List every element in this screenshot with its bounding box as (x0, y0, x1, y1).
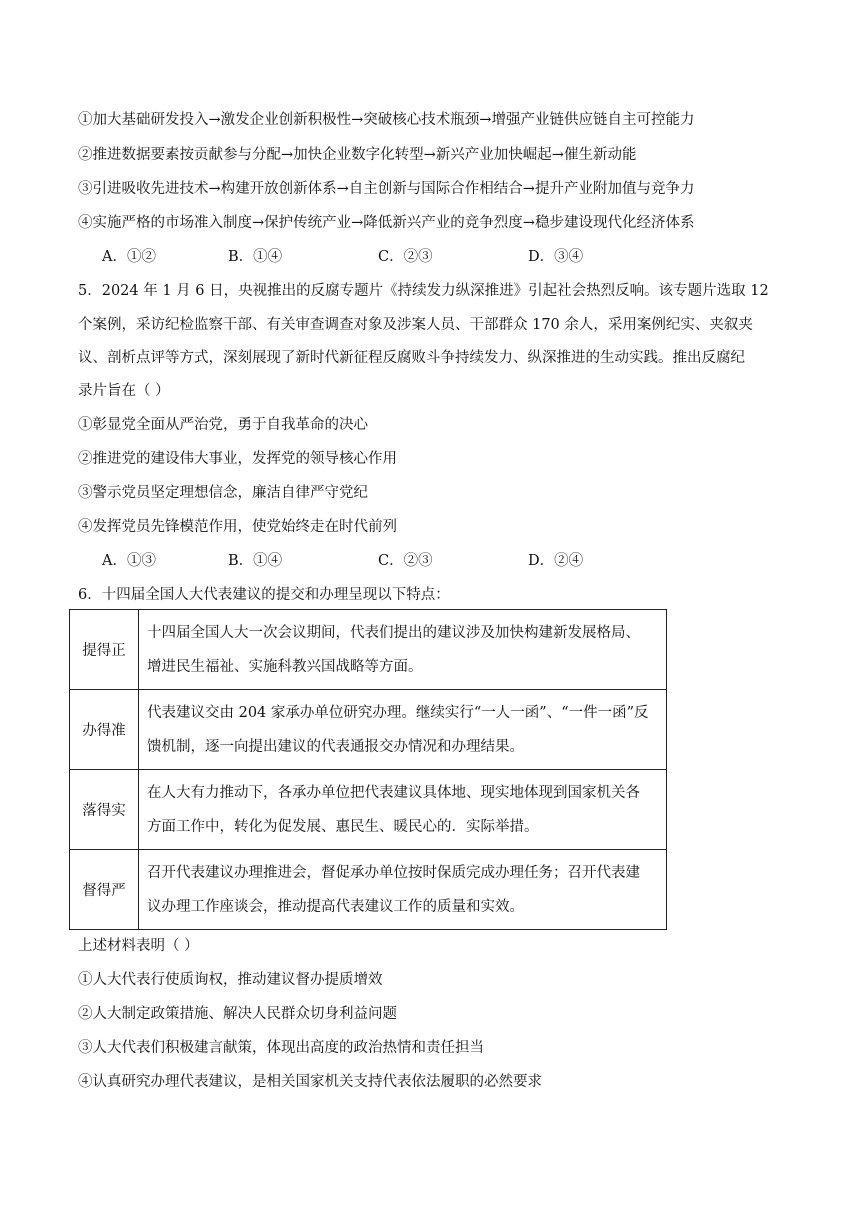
row-label-supervision: 督得严 (70, 850, 139, 930)
q5-option-2: ②推进党的建设伟大事业，发挥党的领导核心作用 (78, 451, 397, 467)
row-content-line: 十四届全国人大一次会议期间，代表们提出的建议涉及加快构建新发展格局、 (147, 624, 640, 641)
q5-choice-b[interactable]: B．①④ (228, 553, 283, 569)
q5-option-3: ③警示党员坚定理想信念，廉洁自律严守党纪 (78, 485, 368, 501)
q6-option-2: ②人大制定政策措施、解决人民群众切身利益问题 (78, 1006, 397, 1022)
q4-option-2: ②推进数据要素按贡献参与分配→加快企业数字化转型→新兴产业加快崛起→催生新动能 (78, 147, 637, 163)
table-row (70, 690, 667, 770)
table-row (70, 770, 667, 850)
q5-option-4: ④发挥党员先锋模范作用，使党始终走在时代前列 (78, 519, 397, 535)
row-content-handling (139, 690, 667, 770)
row-content-line: 在人大有力推动下，各承办单位把代表建议具体地、现实地体现到国家机关各 (147, 784, 640, 801)
q4-choice-a[interactable]: A．①② (102, 249, 156, 265)
q4-option-1: ①加大基础研发投入→激发企业创新积极性→突破核心技术瓶颈→增强产业链供应链自主可控能力 (78, 112, 695, 128)
row-content-line: 议办理工作座谈会，推动提高代表建议工作的质量和实效。 (147, 898, 524, 915)
q5-stem-line-4: 录片旨在（ ） (78, 383, 170, 399)
q6-feature-table (69, 609, 667, 930)
q4-option-4: ④实施严格的市场准入制度→保护传统产业→降低新兴产业的竞争烈度→稳步建设现代化经济体系 (78, 215, 695, 231)
q4-option-3: ③引进吸收先进技术→构建开放创新体系→自主创新与国际合作相结合→提升产业附加值与竞争力 (78, 181, 695, 197)
row-content-line: 增进民生福祉、实施科教兴国战略等方面。 (147, 658, 423, 675)
table-row (70, 850, 667, 930)
row-content-line: 馈机制，逐一向提出建议的代表通报交办情况和办理结果。 (147, 738, 524, 755)
q5-choices (102, 551, 802, 571)
row-label-handling: 办得准 (70, 690, 139, 770)
q5-stem-line-2: 个案例，采访纪检监察干部、有关审查调查对象及涉案人员、干部群众 170 余人，采用案例纪实、夹叙夹 (78, 317, 753, 333)
q5-choice-a[interactable]: A．①③ (102, 553, 156, 569)
q4-choices (102, 247, 802, 267)
q5-choice-c[interactable]: C．②③ (378, 553, 433, 569)
q4-choice-b[interactable]: B．①④ (228, 249, 283, 265)
row-content-line: 方面工作中，转化为促发展、惠民生、暖民心的．实际举措。 (147, 818, 539, 835)
q4-choice-c[interactable]: C．②③ (378, 249, 433, 265)
q5-stem-line-1: 5．2024 年 1 月 6 日，央视推出的反腐专题片《持续发力纵深推进》引起社会热烈反响。该专题片选取 12 (78, 283, 769, 299)
q6-question: 上述材料表明（ ） (78, 938, 199, 954)
q5-choice-d[interactable]: D．②④ (528, 553, 584, 569)
q4-choice-d[interactable]: D．③④ (528, 249, 584, 265)
row-content-supervision (139, 850, 667, 930)
row-content-line: 召开代表建议办理推进会，督促承办单位按时保质完成办理任务；召开代表建 (147, 864, 640, 881)
row-label-proposal: 提得正 (70, 610, 139, 690)
row-content-implementation (139, 770, 667, 850)
q5-stem-line-3: 议、剖析点评等方式，深刻展现了新时代新征程反腐败斗争持续发力、纵深推进的生动实践。推出反腐纪 (78, 350, 745, 366)
table-row (70, 610, 667, 690)
row-content-proposal (139, 610, 667, 690)
q6-option-1: ①人大代表行使质询权，推动建议督办提质增效 (78, 972, 383, 988)
row-label-implementation: 落得实 (70, 770, 139, 850)
q6-option-3: ③人大代表们积极建言献策，体现出高度的政治热情和责任担当 (78, 1040, 484, 1056)
q5-option-1: ①彰显党全面从严治党，勇于自我革命的决心 (78, 417, 368, 433)
q6-stem: 6．十四届全国人大代表建议的提交和办理呈现以下特点： (78, 587, 450, 603)
row-content-line: 代表建议交由 204 家承办单位研究办理。继续实行“一人一函”、“一件一函”反 (147, 704, 649, 721)
q6-option-4: ④认真研究办理代表建议，是相关国家机关支持代表依法履职的必然要求 (78, 1074, 542, 1090)
